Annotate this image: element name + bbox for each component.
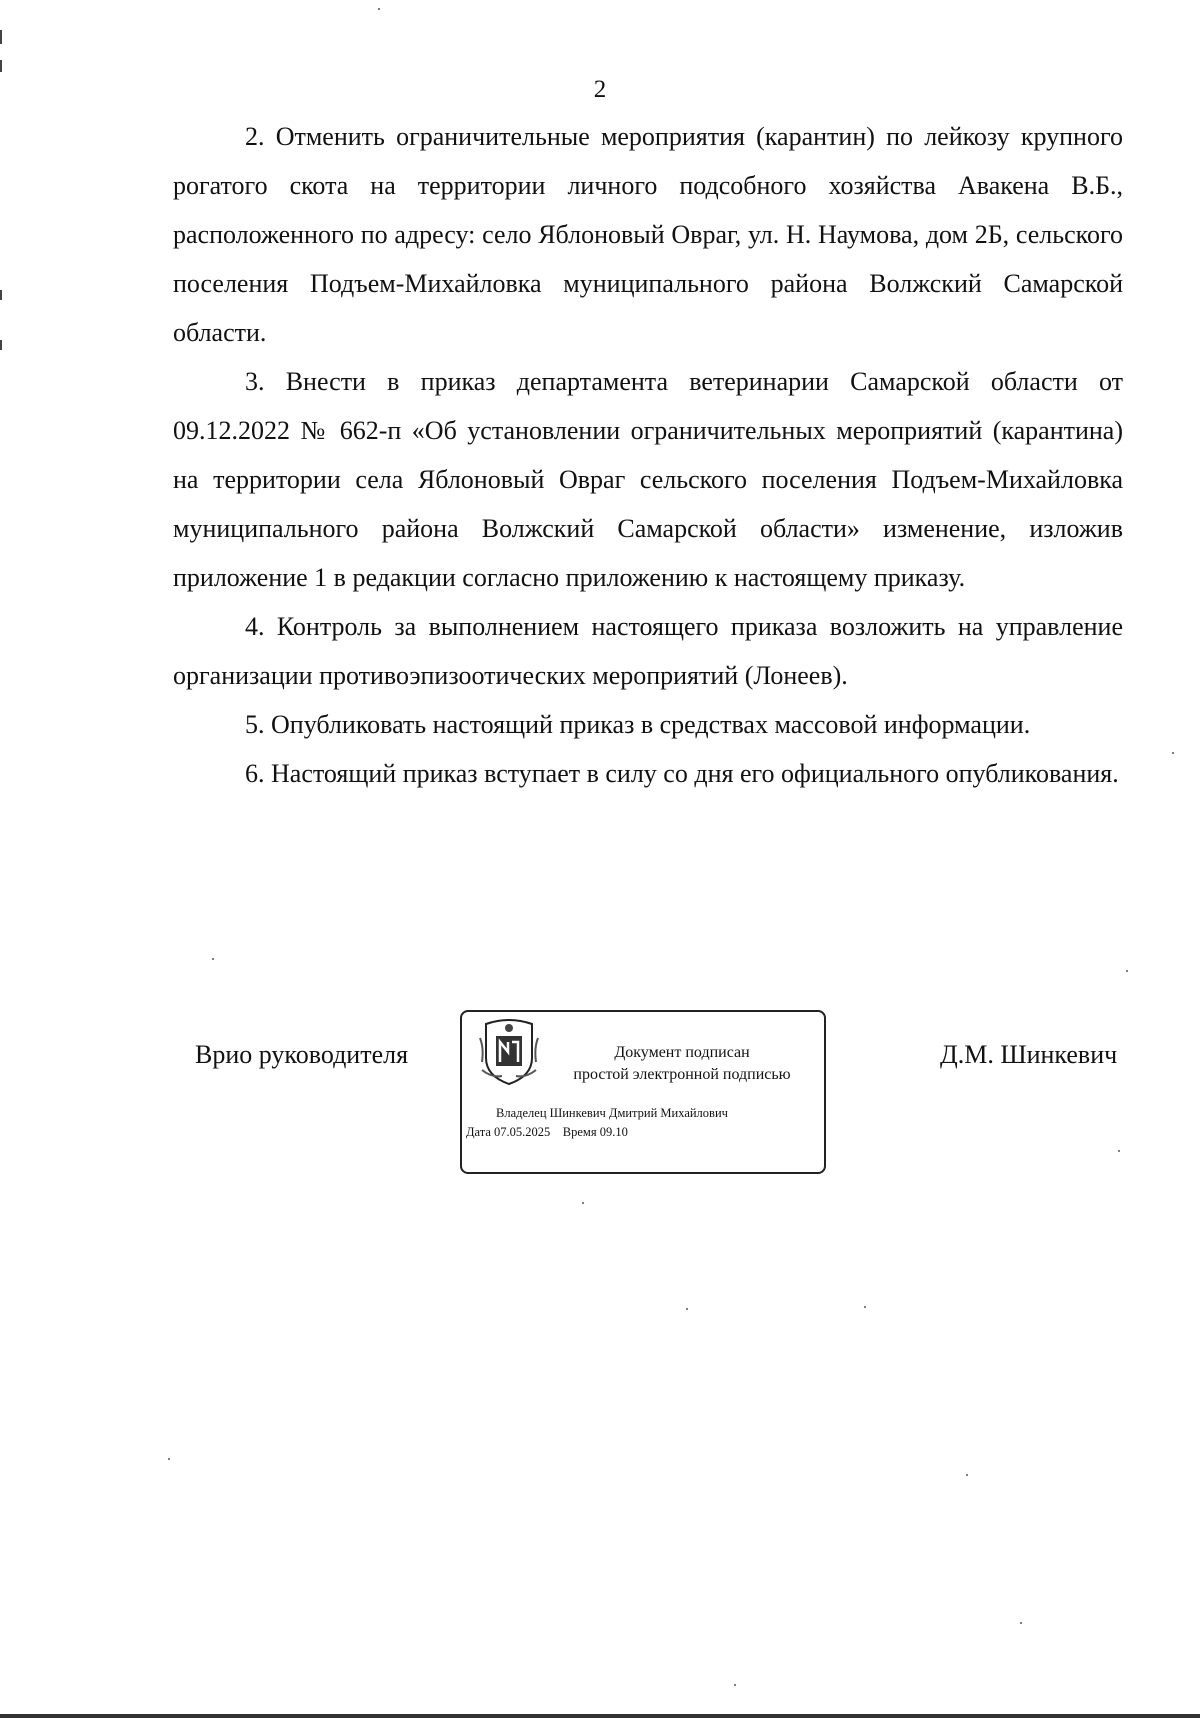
paragraph-6: 6. Настоящий приказ вступает в силу со дня его официального опубликования. bbox=[245, 759, 1119, 788]
stamp-date-time: Дата 07.05.2025 Время 09.10 bbox=[466, 1125, 628, 1139]
scan-speck bbox=[582, 1202, 584, 1204]
scan-margin-marks bbox=[0, 0, 3, 360]
stamp-details bbox=[466, 1104, 816, 1142]
scan-speck bbox=[168, 1458, 170, 1460]
paragraph-2: 2. Отменить ограничительные мероприятия (карантин) по лейкозу крупного рогатого скота на территории личного подсобного хозяйства Авакена В.Б., расположенного по адресу: село Яблоновый Овраг, ул. Н. Наумова, дом 2Б, сельского поселения Подъем-Михайловка муниципального района Волжский Самарской области. bbox=[173, 122, 1123, 347]
scan-bottom-edge bbox=[0, 1714, 1200, 1718]
scan-speck bbox=[212, 958, 214, 960]
electronic-signature-stamp bbox=[460, 1010, 826, 1174]
coat-of-arms-icon bbox=[478, 1018, 540, 1086]
scan-speck bbox=[1118, 1150, 1120, 1152]
order-body bbox=[173, 112, 1123, 798]
scan-speck bbox=[734, 1684, 736, 1686]
signatory-position: Врио руководителя bbox=[195, 1040, 409, 1069]
page-number: 2 bbox=[593, 76, 607, 103]
scan-speck bbox=[378, 8, 380, 10]
scan-speck bbox=[966, 1474, 968, 1476]
paragraph-4: 4. Контроль за выполнением настоящего приказа возложить на управление организации противоэпизоотических мероприятий (Лонеев). bbox=[173, 612, 1123, 690]
stamp-title: Документ подписан простой электронной подписью bbox=[573, 1044, 791, 1083]
scan-speck bbox=[1172, 752, 1174, 754]
scan-speck bbox=[864, 1306, 866, 1308]
stamp-owner: Владелец Шинкевич Дмитрий Михайлович bbox=[496, 1106, 728, 1120]
scan-speck bbox=[1020, 1622, 1022, 1624]
scan-speck bbox=[1126, 970, 1128, 972]
scan-speck bbox=[686, 1308, 688, 1310]
paragraph-3: 3. Внести в приказ департамента ветеринарии Самарской области от 09.12.2022 № 662-п «Об установлении ограничительных мероприятий (карантина) на территории села Яблоновый Овраг сельского поселения Подъем-Михайловка муниципального района Волжский Самарской области» изменение, изложив приложение 1 в редакции согласно приложению к настоящему приказу. bbox=[173, 367, 1123, 592]
signature-block bbox=[0, 1010, 1200, 1180]
paragraph-5: 5. Опубликовать настоящий приказ в средствах массовой информации. bbox=[245, 710, 1031, 739]
signatory-name: Д.М. Шинкевич bbox=[940, 1040, 1118, 1069]
